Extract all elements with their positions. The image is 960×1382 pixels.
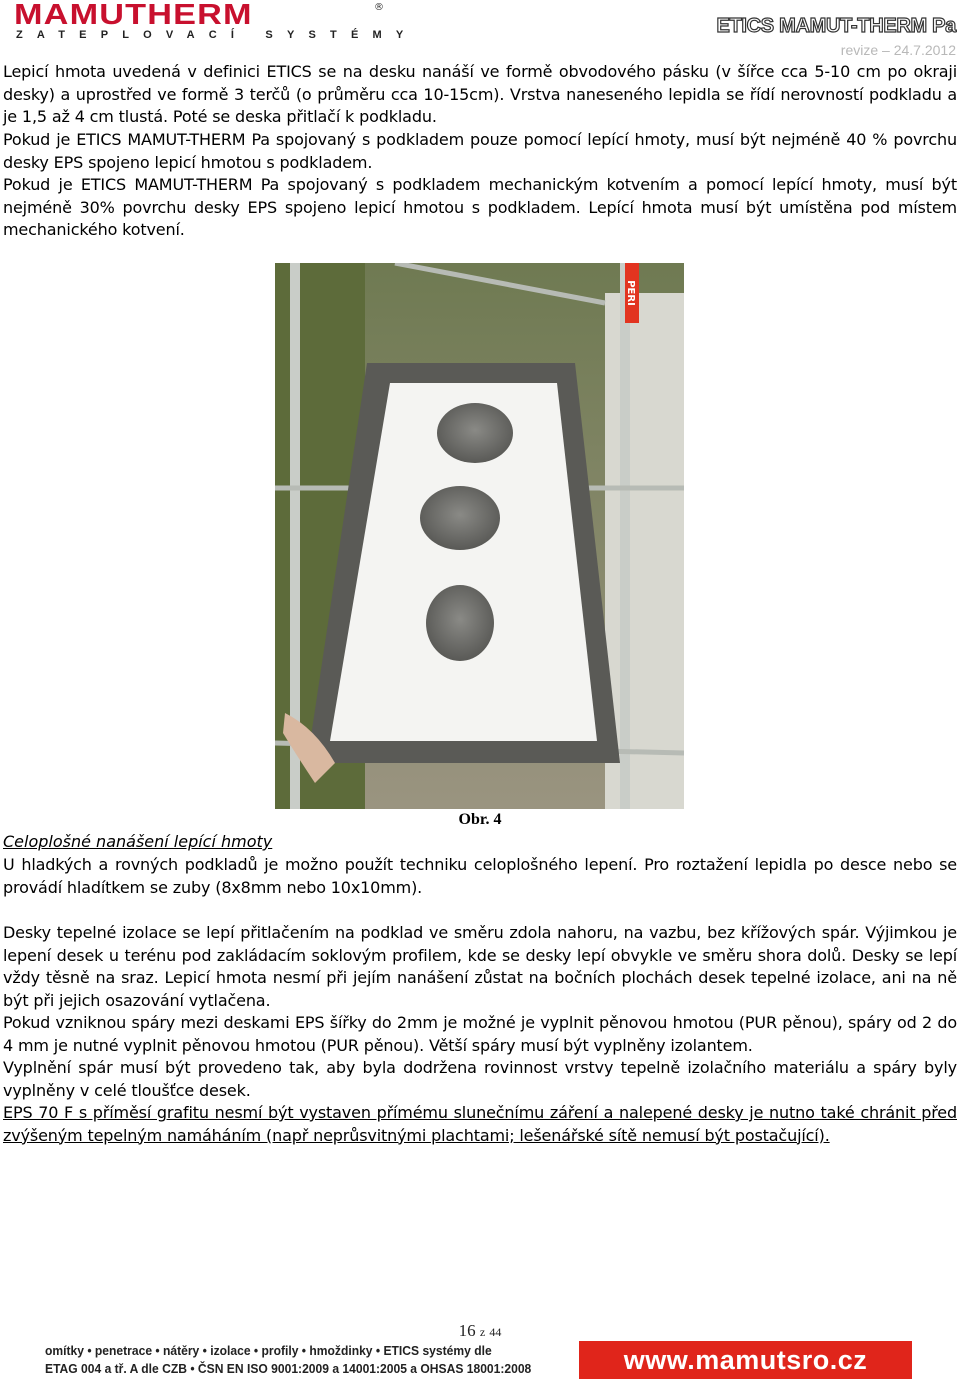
brand-tagline: ZATEPLOVACÍ SYSTÉMY xyxy=(16,29,418,41)
page-number xyxy=(0,1321,960,1341)
paragraph-gap-flatness: Vyplnění spár musí být provedeno tak, aby byla dodržena rovinnost vrstvy tepelně izolačního materiálu a spáry byly vyplněny v celé tloušťce desek. xyxy=(3,1058,957,1100)
brand-logo xyxy=(14,0,418,41)
footer-certifications xyxy=(45,1342,531,1378)
page-separator: z xyxy=(479,1325,486,1339)
brand-name: MAMUTHERM xyxy=(14,0,253,31)
page-current: 16 xyxy=(458,1321,476,1340)
footer-standards: ETAG 004 a tř. A dle CZB • ČSN EN ISO 9001:2009 a 14001:2005 a OHSAS 18001:2008 xyxy=(45,1361,532,1376)
figure-caption: Obr. 4 xyxy=(458,811,502,828)
section-heading: Celoplošné nanášení lepící hmoty xyxy=(3,832,273,851)
paragraph-adhesive-application: Lepicí hmota uvedená v definici ETICS se na desku nanáší ve formě obvodového pásku (v šířce cca 5-10 cm po okraji desky) a uprostřed ve formě 3 terčů (o průměru cca 10-15cm). Vrstva naneseného lepidla se řídí nerovností podkladu a je 1,5 až 4 cm tlustá. Poté se deska přitlačí k podkladu. xyxy=(3,62,957,126)
website-link[interactable]: www.mamutsro.cz xyxy=(579,1341,912,1379)
document-title: ETICS MAMUT-THERM Pa xyxy=(716,15,956,37)
footer-products: omítky • penetrace • nátěry • izolace • profily • hmoždinky • ETICS systémy dle xyxy=(45,1343,492,1358)
registered-mark: ® xyxy=(374,2,384,13)
revision-date: revize – 24.7.2012 xyxy=(840,42,956,58)
paragraph-full-surface: U hladkých a rovných podkladů je možno použít techniku celoplošného lepení. Pro roztažení lepidla po desce nebo se provádí hladítkem se zuby (8x8mm nebo 10x10mm). xyxy=(3,855,957,897)
building-wall xyxy=(605,293,684,809)
page-total: 44 xyxy=(489,1325,502,1339)
paragraph-gap-filling: Pokud vzniknou spáry mezi deskami EPS šířky do 2mm je možné je vyplnit pěnovou hmotou (PUR pěnou), spáry od 2 do 4 mm je nutné vyplnit pěnovou hmotou (PUR pěnou). Větší spáry musí být vyplněny izolantem. xyxy=(3,1013,957,1055)
paragraph-adhesive-only: Pokud je ETICS MAMUT-THERM Pa spojovaný s podkladem pouze pomocí lepící hmoty, musí být nejméně 40 % povrchu desky EPS spojeno lepicí hmotou s podkladem. xyxy=(3,130,957,172)
scaffold-sign-text: PERI xyxy=(625,280,636,306)
adhesive-on-eps-board-photo xyxy=(275,263,684,809)
adhesive-dab-2 xyxy=(420,486,500,550)
paragraph-graphite-warning: EPS 70 F s příměsí grafitu nesmí být vystaven přímému slunečnímu záření a nalepené desky je nutno také chránit před zvýšeným tepelným namáháním (např neprůsvitnými plachtami; lešenářské sítě nemusí být postačující). xyxy=(3,1103,957,1145)
adhesive-dab-3 xyxy=(426,585,494,661)
paragraph-bonding-direction: Desky tepelné izolace se lepí přitlačením na podklad ve směru zdola nahoru, na vazbu, bez křížových spár. Výjimkou je lepení desek u terénu pod zakládacím soklovým profilem, kde se desky lepí obvykle ve směru shora dolů. Desky se lepí vždy těsně na sraz. Lepicí hmota nesmí při jejím nanášení zůstat na bočních plochách desek tepelné izolace, ani na ně být při jejich osazování vytlačena. xyxy=(3,923,957,1010)
adhesive-dab-1 xyxy=(437,403,513,463)
paragraph-mechanical-anchoring: Pokud je ETICS MAMUT-THERM Pa spojovaný s podkladem mechanickým kotvením a pomocí lepící hmoty, musí být nejméně 30% povrchu desky EPS spojeno lepicí hmotou s podkladem. Lepící hmota musí být umístěna pod místem mechanického kotvení. xyxy=(3,175,957,239)
